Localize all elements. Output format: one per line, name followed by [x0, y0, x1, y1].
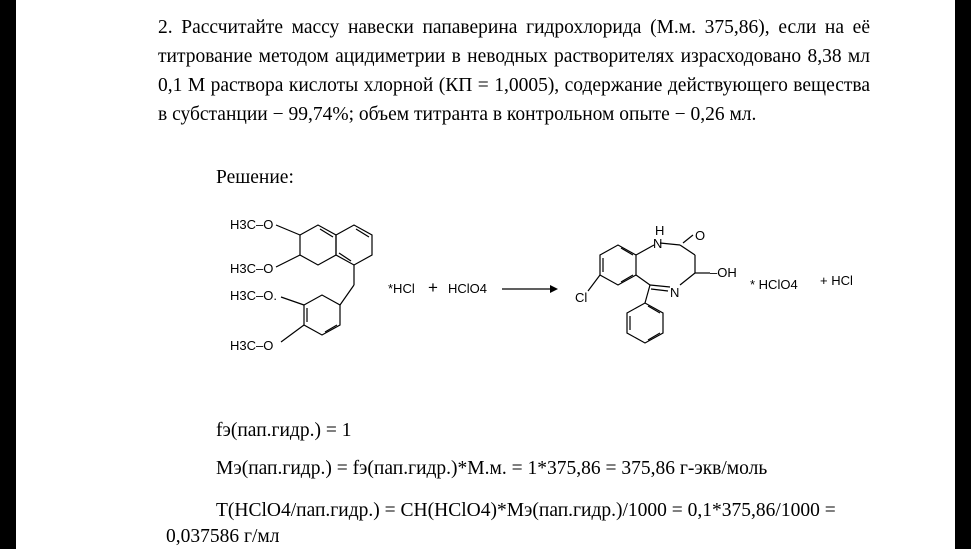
left-border-bar — [0, 0, 16, 549]
reaction-arrow — [502, 285, 558, 293]
imine-n: N — [670, 285, 680, 300]
problem-text: 2. Рассчитайте массу навески папаверина гидрохлорида (М.м. 375,86), если на её титрование методом ацидиметрии в неводных растворителях израсходовано 8,38 мл 0,1 М раствора кислоты хлорной (КП = 1,0005), содержание действующего вещества в субстанции − 99,74%; объем титранта в контрольном опыте − 0,26 мл. — [158, 17, 870, 125]
n-h-atom: N — [653, 236, 663, 251]
methoxy-4-label: H3C–O — [230, 338, 274, 353]
naphthalene-ring — [300, 225, 372, 265]
reaction-scheme-svg — [150, 205, 910, 395]
benzyl-ring — [304, 265, 354, 335]
plus-sign: + — [428, 278, 438, 297]
carbonyl-o: O — [695, 228, 706, 243]
formula-equivalent-mass: Mэ(пап.гидр.) = fэ(пап.гидр.)*М.м. = 1*375,86 = 375,86 г-экв/моль — [216, 458, 768, 479]
solution-heading: Решение: — [216, 167, 294, 188]
methoxy-2-label: H3C–O — [230, 261, 274, 276]
methoxy-1-label: H3C–O — [230, 217, 274, 232]
hcl-label: *HCl — [388, 281, 415, 296]
formula-titer: T(HClO4/пап.гидр.) = CН(HClO4)*Mэ(пап.гидр.)/1000 = 0,1*375,86/1000 = — [216, 500, 836, 521]
hclo4-product: * HClO4 — [750, 277, 798, 292]
h-atom: H — [655, 223, 665, 238]
chloro-label: Cl — [575, 290, 588, 305]
plus-hcl: + HCl — [820, 273, 853, 288]
formula-equivalence-factor: fэ(пап.гидр.) = 1 — [216, 420, 352, 441]
benzodiazepine-core — [588, 235, 710, 343]
right-border-bar — [955, 0, 971, 549]
hclo4-reagent: HClO4 — [448, 281, 488, 296]
reaction-scheme — [150, 205, 910, 395]
hydroxyl-label: –OH — [710, 265, 737, 280]
formula-titer-result: 0,037586 г/мл — [166, 526, 280, 547]
methoxy-3-label: H3C–O. — [230, 288, 277, 303]
